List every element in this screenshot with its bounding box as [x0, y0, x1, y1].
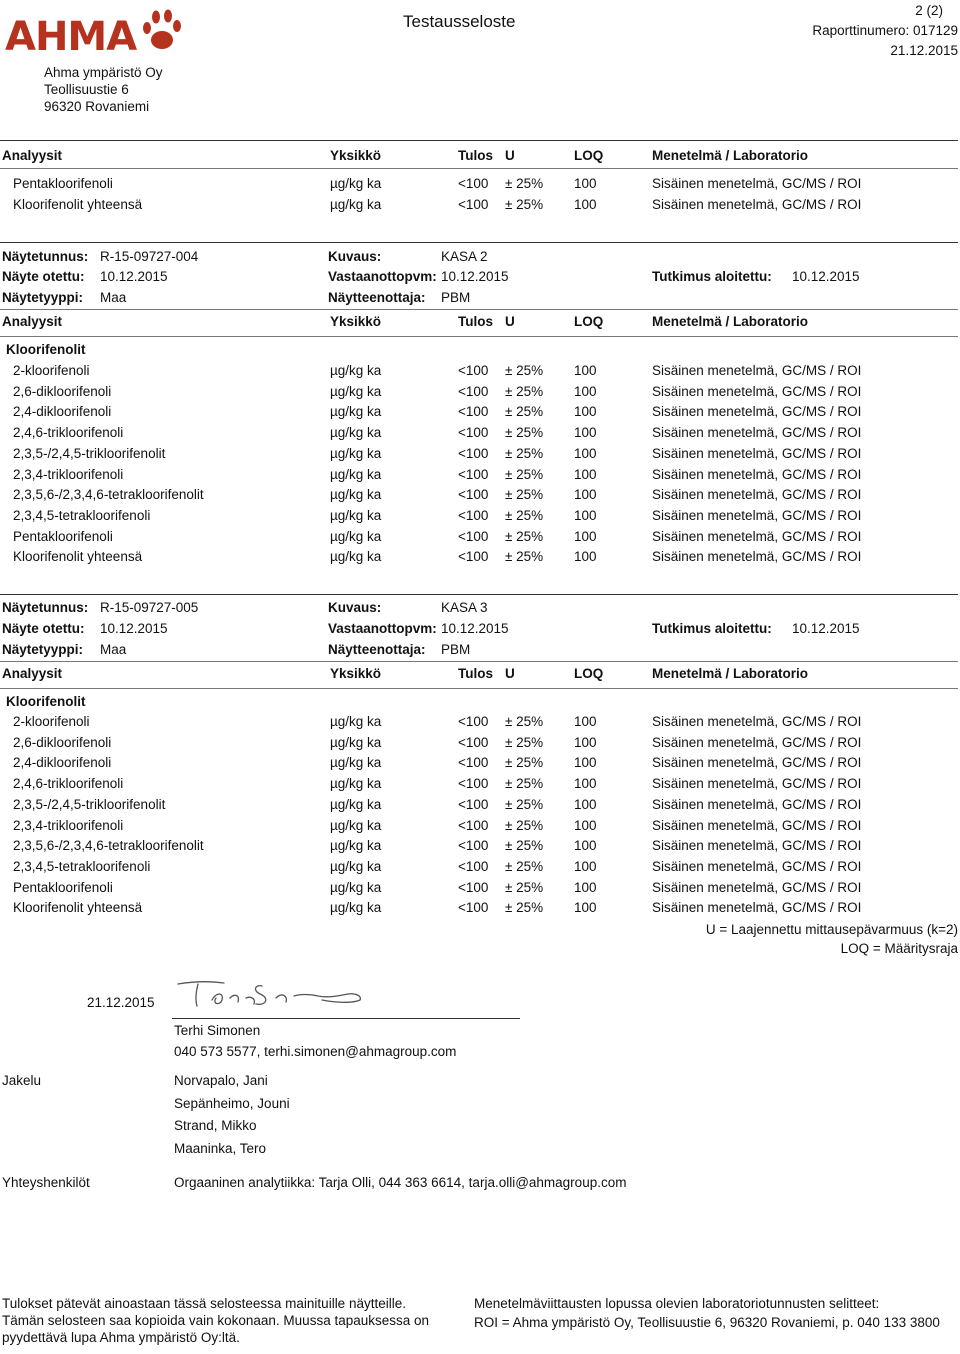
uncertainty: ± 25%	[505, 879, 544, 895]
divider	[0, 688, 958, 689]
uncertainty: ± 25%	[505, 176, 544, 191]
legend-loq: LOQ = Määritysraja	[840, 941, 958, 956]
footer-left-line-1: Tulokset pätevät ainoastaan tässä selosteessa mainituille näytteille.	[2, 1296, 406, 1311]
method: Sisäinen menetelmä, GC/MS / ROI	[652, 838, 862, 854]
unit: µg/kg ka	[330, 528, 382, 544]
unit: µg/kg ka	[330, 755, 382, 771]
contacts-text: Orgaaninen analytiikka: Tarja Olli, 044 363 6614, tarja.olli@ahmagroup.com	[174, 1175, 627, 1190]
distribution-label: Jakelu	[2, 1073, 42, 1088]
unit: µg/kg ka	[330, 466, 382, 482]
result: <100	[458, 425, 489, 441]
col-tulos: Tulos	[458, 666, 493, 681]
loq: 100	[574, 817, 597, 833]
loq: 100	[574, 879, 597, 895]
loq: 100	[574, 528, 597, 544]
method: Sisäinen menetelmä, GC/MS / ROI	[652, 197, 862, 212]
table-header	[0, 148, 960, 168]
unit: µg/kg ka	[330, 445, 382, 461]
method: Sisäinen menetelmä, GC/MS / ROI	[652, 858, 862, 874]
loq: 100	[574, 383, 597, 399]
sampler: PBM	[441, 290, 471, 305]
unit: µg/kg ka	[330, 383, 382, 399]
company-logo	[5, 14, 136, 60]
uncertainty: ± 25%	[505, 507, 544, 523]
analyte-name: 2,3,4,5-tetrakloorifenoli	[13, 507, 151, 523]
loq: 100	[574, 487, 597, 503]
unit: µg/kg ka	[330, 425, 382, 441]
table-header	[0, 314, 960, 334]
unit: µg/kg ka	[330, 714, 382, 729]
loq: 100	[574, 796, 597, 812]
loq: 100	[574, 176, 597, 191]
col-yksikko: Yksikkö	[330, 666, 382, 681]
table-row	[0, 714, 960, 734]
company-address-line-3: 96320 Rovaniemi	[44, 99, 150, 114]
uncertainty: ± 25%	[505, 796, 544, 812]
label-naytetyyppi: Näytetyyppi:	[2, 290, 84, 305]
result: <100	[458, 817, 489, 833]
label-naytetyyppi: Näytetyyppi:	[2, 642, 84, 657]
col-tulos: Tulos	[458, 148, 493, 163]
distribution-name: Maaninka, Tero	[174, 1141, 267, 1156]
label-kuvaus: Kuvaus:	[328, 249, 382, 264]
method: Sisäinen menetelmä, GC/MS / ROI	[652, 549, 862, 565]
analyte-name: 2,3,5,6-/2,3,4,6-tetrakloorifenolit	[13, 487, 204, 503]
table-row	[0, 797, 960, 817]
received-date: 10.12.2015	[441, 621, 509, 636]
label-naytteenottaja: Näytteenottaja:	[328, 642, 426, 657]
loq: 100	[574, 755, 597, 771]
col-u: U	[505, 666, 515, 681]
col-yksikko: Yksikkö	[330, 314, 382, 329]
table-row	[0, 176, 960, 196]
analyte-name: 2,3,5-/2,4,5-trikloorifenolit	[13, 796, 166, 812]
analyte-name: 2,3,5-/2,4,5-trikloorifenolit	[13, 445, 166, 461]
distribution-name: Norvapalo, Jani	[174, 1073, 268, 1088]
table-row	[0, 755, 960, 775]
label-nayte-otettu: Näyte otettu:	[2, 269, 85, 284]
label-vastaanottopvm: Vastaanottopvm:	[328, 621, 437, 636]
uncertainty: ± 25%	[505, 363, 544, 378]
table-row	[0, 838, 960, 858]
loq: 100	[574, 363, 597, 378]
analyte-name: 2,3,4-trikloorifenoli	[13, 817, 124, 833]
loq: 100	[574, 197, 597, 212]
loq: 100	[574, 838, 597, 854]
analyte-name: 2-kloorifenoli	[13, 363, 90, 378]
analyte-group: Kloorifenolit	[6, 342, 86, 357]
uncertainty: ± 25%	[505, 900, 544, 916]
col-analyysit: Analyysit	[2, 148, 63, 163]
unit: µg/kg ka	[330, 487, 382, 503]
unit: µg/kg ka	[330, 817, 382, 833]
result: <100	[458, 755, 489, 771]
result: <100	[458, 466, 489, 482]
analyte-name: 2,4,6-trikloorifenoli	[13, 425, 124, 441]
loq: 100	[574, 714, 597, 729]
table-row	[0, 425, 960, 445]
table-row	[0, 776, 960, 796]
company-address-line-2: Teollisuustie 6	[44, 82, 129, 97]
label-tutkimus-aloitettu: Tutkimus aloitettu:	[652, 621, 772, 636]
analyte-name: 2,3,4,5-tetrakloorifenoli	[13, 858, 151, 874]
sample-description: KASA 3	[441, 600, 488, 615]
handwritten-signature	[172, 976, 372, 1012]
signature-date: 21.12.2015	[87, 995, 155, 1010]
method: Sisäinen menetelmä, GC/MS / ROI	[652, 755, 862, 771]
analyte-name: Pentakloorifenoli	[13, 176, 113, 191]
sample-description: KASA 2	[441, 249, 488, 264]
table-row	[0, 529, 960, 549]
method: Sisäinen menetelmä, GC/MS / ROI	[652, 425, 862, 441]
loq: 100	[574, 445, 597, 461]
result: <100	[458, 363, 489, 378]
result: <100	[458, 507, 489, 523]
legend-u: U = Laajennettu mittausepävarmuus (k=2)	[705, 922, 958, 937]
analyte-name: Kloorifenolit yhteensä	[13, 197, 143, 212]
col-yksikko: Yksikkö	[330, 148, 382, 163]
loq: 100	[574, 734, 597, 750]
label-naytetunnus: Näytetunnus:	[2, 600, 89, 615]
result: <100	[458, 404, 489, 420]
study-start-date: 10.12.2015	[792, 269, 860, 284]
divider	[0, 661, 958, 662]
method: Sisäinen menetelmä, GC/MS / ROI	[652, 404, 862, 420]
label-nayte-otettu: Näyte otettu:	[2, 621, 85, 636]
result: <100	[458, 858, 489, 874]
result: <100	[458, 714, 489, 729]
col-menetelma: Menetelmä / Laboratorio	[652, 314, 809, 329]
table-row	[0, 404, 960, 424]
result: <100	[458, 528, 489, 544]
uncertainty: ± 25%	[505, 755, 544, 771]
analyte-group: Kloorifenolit	[6, 694, 86, 709]
distribution-name: Sepänheimo, Jouni	[174, 1096, 290, 1111]
method: Sisäinen menetelmä, GC/MS / ROI	[652, 445, 862, 461]
method: Sisäinen menetelmä, GC/MS / ROI	[652, 363, 862, 378]
uncertainty: ± 25%	[505, 425, 544, 441]
signer-contact: 040 573 5577, terhi.simonen@ahmagroup.com	[174, 1044, 457, 1059]
analyte-name: 2,6-dikloorifenoli	[13, 383, 112, 399]
table-row	[0, 446, 960, 466]
table-row	[0, 467, 960, 487]
distribution-name: Strand, Mikko	[174, 1118, 257, 1133]
table-row	[0, 735, 960, 755]
method: Sisäinen menetelmä, GC/MS / ROI	[652, 796, 862, 812]
divider	[0, 140, 958, 141]
table-row	[0, 384, 960, 404]
method: Sisäinen menetelmä, GC/MS / ROI	[652, 507, 862, 523]
uncertainty: ± 25%	[505, 549, 544, 565]
loq: 100	[574, 776, 597, 792]
sampled-date: 10.12.2015	[100, 621, 168, 636]
unit: µg/kg ka	[330, 363, 382, 378]
unit: µg/kg ka	[330, 838, 382, 854]
method: Sisäinen menetelmä, GC/MS / ROI	[652, 776, 862, 792]
method: Sisäinen menetelmä, GC/MS / ROI	[652, 900, 862, 916]
loq: 100	[574, 858, 597, 874]
result: <100	[458, 549, 489, 565]
col-loq: LOQ	[574, 666, 604, 681]
analyte-name: 2,4-dikloorifenoli	[13, 755, 112, 771]
uncertainty: ± 25%	[505, 838, 544, 854]
footer-right-line-2: ROI = Ahma ympäristö Oy, Teollisuustie 6, 96320 Rovaniemi, p. 040 133 3800	[474, 1315, 940, 1330]
divider	[0, 168, 958, 169]
unit: µg/kg ka	[330, 197, 382, 212]
col-u: U	[505, 314, 515, 329]
signer-name: Terhi Simonen	[174, 1023, 261, 1038]
result: <100	[458, 796, 489, 812]
table-header	[0, 666, 960, 686]
uncertainty: ± 25%	[505, 404, 544, 420]
table-row	[0, 363, 960, 383]
signature-line	[172, 1018, 520, 1019]
unit: µg/kg ka	[330, 176, 382, 191]
result: <100	[458, 487, 489, 503]
method: Sisäinen menetelmä, GC/MS / ROI	[652, 176, 862, 191]
uncertainty: ± 25%	[505, 197, 544, 212]
col-analyysit: Analyysit	[2, 666, 63, 681]
loq: 100	[574, 425, 597, 441]
uncertainty: ± 25%	[505, 466, 544, 482]
company-address-line-1: Ahma ympäristö Oy	[44, 65, 163, 80]
sample-type: Maa	[100, 642, 127, 657]
col-u: U	[505, 148, 515, 163]
footer-left-line-3: pyydettävä lupa Ahma ympäristö Oy:ltä.	[2, 1330, 240, 1345]
result: <100	[458, 176, 489, 191]
logo-wordmark: AHMA	[5, 14, 137, 60]
unit: µg/kg ka	[330, 404, 382, 420]
uncertainty: ± 25%	[505, 776, 544, 792]
study-start-date: 10.12.2015	[792, 621, 860, 636]
table-row	[0, 880, 960, 900]
footer-left-line-2: Tämän selosteen saa kopioida vain kokonaan. Muussa tapauksessa on	[2, 1313, 430, 1328]
label-kuvaus: Kuvaus:	[328, 600, 382, 615]
analyte-name: Pentakloorifenoli	[13, 528, 113, 544]
unit: µg/kg ka	[330, 796, 382, 812]
method: Sisäinen menetelmä, GC/MS / ROI	[652, 466, 862, 482]
method: Sisäinen menetelmä, GC/MS / ROI	[652, 734, 862, 750]
report-date: 21.12.2015	[890, 43, 958, 58]
page-number: 2 (2)	[915, 3, 943, 18]
uncertainty: ± 25%	[505, 858, 544, 874]
divider	[0, 336, 958, 337]
unit: µg/kg ka	[330, 734, 382, 750]
table-row	[0, 197, 960, 217]
result: <100	[458, 900, 489, 916]
divider	[0, 309, 958, 310]
uncertainty: ± 25%	[505, 487, 544, 503]
col-menetelma: Menetelmä / Laboratorio	[652, 666, 809, 681]
uncertainty: ± 25%	[505, 734, 544, 750]
sample-id: R-15-09727-005	[100, 600, 199, 615]
unit: µg/kg ka	[330, 507, 382, 523]
analyte-name: 2,3,4-trikloorifenoli	[13, 466, 124, 482]
sample-type: Maa	[100, 290, 127, 305]
result: <100	[458, 734, 489, 750]
result: <100	[458, 445, 489, 461]
loq: 100	[574, 466, 597, 482]
result: <100	[458, 879, 489, 895]
method: Sisäinen menetelmä, GC/MS / ROI	[652, 383, 862, 399]
paw-print-icon	[140, 8, 184, 54]
table-row	[0, 508, 960, 528]
method: Sisäinen menetelmä, GC/MS / ROI	[652, 487, 862, 503]
result: <100	[458, 197, 489, 212]
table-row	[0, 818, 960, 838]
analyte-name: Kloorifenolit yhteensä	[13, 549, 143, 565]
sampled-date: 10.12.2015	[100, 269, 168, 284]
col-menetelma: Menetelmä / Laboratorio	[652, 148, 809, 163]
col-tulos: Tulos	[458, 314, 493, 329]
col-loq: LOQ	[574, 148, 604, 163]
uncertainty: ± 25%	[505, 445, 544, 461]
analyte-name: 2,4-dikloorifenoli	[13, 404, 112, 420]
label-naytetunnus: Näytetunnus:	[2, 249, 89, 264]
report-number: Raporttinumero: 017129	[812, 23, 958, 38]
method: Sisäinen menetelmä, GC/MS / ROI	[652, 528, 862, 544]
analyte-name: 2-kloorifenoli	[13, 714, 90, 729]
unit: µg/kg ka	[330, 549, 382, 565]
table-row	[0, 900, 960, 920]
unit: µg/kg ka	[330, 776, 382, 792]
loq: 100	[574, 507, 597, 523]
divider	[0, 594, 958, 595]
uncertainty: ± 25%	[505, 817, 544, 833]
table-row	[0, 549, 960, 569]
label-tutkimus-aloitettu: Tutkimus aloitettu:	[652, 269, 772, 284]
method: Sisäinen menetelmä, GC/MS / ROI	[652, 817, 862, 833]
document-title: Testausseloste	[403, 12, 516, 31]
analyte-name: 2,4,6-trikloorifenoli	[13, 776, 124, 792]
method: Sisäinen menetelmä, GC/MS / ROI	[652, 714, 862, 729]
analyte-name: Pentakloorifenoli	[13, 879, 113, 895]
loq: 100	[574, 900, 597, 916]
loq: 100	[574, 549, 597, 565]
unit: µg/kg ka	[330, 900, 382, 916]
result: <100	[458, 383, 489, 399]
uncertainty: ± 25%	[505, 714, 544, 729]
col-analyysit: Analyysit	[2, 314, 63, 329]
uncertainty: ± 25%	[505, 383, 544, 399]
label-vastaanottopvm: Vastaanottopvm:	[328, 269, 437, 284]
analyte-name: Kloorifenolit yhteensä	[13, 900, 143, 916]
sampler: PBM	[441, 642, 471, 657]
loq: 100	[574, 404, 597, 420]
analyte-name: 2,6-dikloorifenoli	[13, 734, 112, 750]
result: <100	[458, 776, 489, 792]
divider	[0, 242, 958, 243]
sample-id: R-15-09727-004	[100, 249, 199, 264]
table-row	[0, 487, 960, 507]
label-naytteenottaja: Näytteenottaja:	[328, 290, 426, 305]
method: Sisäinen menetelmä, GC/MS / ROI	[652, 879, 862, 895]
unit: µg/kg ka	[330, 879, 382, 895]
col-loq: LOQ	[574, 314, 604, 329]
footer-right-line-1: Menetelmäviittausten lopussa olevien laboratoriotunnusten selitteet:	[474, 1296, 880, 1311]
table-row	[0, 859, 960, 879]
unit: µg/kg ka	[330, 858, 382, 874]
result: <100	[458, 838, 489, 854]
received-date: 10.12.2015	[441, 269, 509, 284]
analyte-name: 2,3,5,6-/2,3,4,6-tetrakloorifenolit	[13, 838, 204, 854]
contacts-label: Yhteyshenkilöt	[2, 1175, 90, 1190]
uncertainty: ± 25%	[505, 528, 544, 544]
